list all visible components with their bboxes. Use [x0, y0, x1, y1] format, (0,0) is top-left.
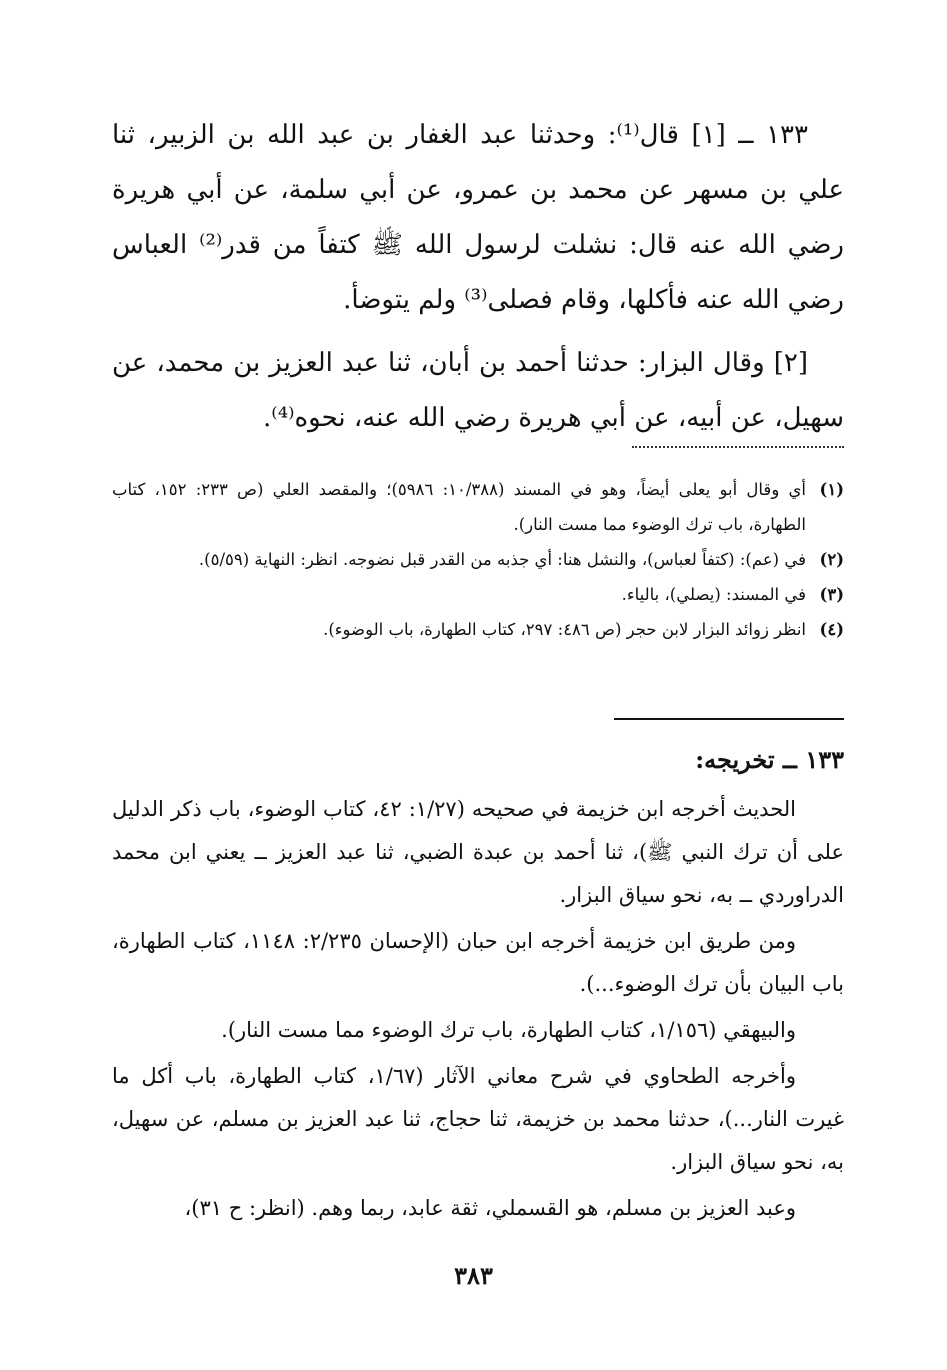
footnote-number: (٤)	[819, 620, 844, 639]
takhrij-title: ١٣٣ ــ تخريجه:	[695, 745, 844, 774]
footnote-2	[112, 542, 844, 577]
takhrij-paragraph: وأخرجه الطحاوي في شرح معاني الآثار (١/٦٧، كتاب الطهارة، باب أكل ما غيرت النار...)، حدثنا محمد بن خزيمة، ثنا حجاج، ثنا عبد العزيز بن مسلم، عن سهيل، به، نحو سياق البزار.	[112, 1064, 844, 1174]
hadith-paragraph-2: [٢] وقال البزار: حدثنا أحمد بن أبان، ثنا عبد العزيز بن محمد، عن سهيل، عن أبيه، عن أبي هريرة رضي الله عنه، نحوه⁽⁴⁾.	[112, 348, 844, 433]
footnote-text: انظر زوائد البزار لابن حجر (ص ٤٨٦: ٢٩٧، كتاب الطهارة، باب الوضوء).	[323, 620, 806, 639]
footnote-3	[112, 577, 844, 612]
section-divider	[614, 718, 844, 720]
footnote-text: أي وقال أبو يعلى أيضاً، وهو في المسند (١٠/٣٨٨: ٥٩٨٦)؛ والمقصد العلي (ص ٢٣٣: ١٥٢، كتاب الطهارة، باب ترك الوضوء مما مست النار).	[112, 480, 806, 534]
footnote-text: في (عم): (كتفاً لعباس)، والنشل هنا: أي جذبه من القدر قبل نضوجه. انظر: النهاية (٥/٥٩).	[198, 550, 806, 569]
takhrij-paragraph: والبيهقي (١/١٥٦، كتاب الطهارة، باب ترك الوضوء مما مست النار).	[221, 1018, 796, 1042]
hadith-text	[112, 108, 844, 446]
footnote-1	[112, 472, 844, 542]
footnote-number: (٣)	[819, 585, 844, 604]
takhrij-paragraph: وعبد العزيز بن مسلم، هو القسملي، ثقة عابد، ربما وهم. (انظر: ح ٣١)،	[184, 1196, 796, 1220]
takhrij-paragraph: ومن طريق ابن خزيمة أخرجه ابن حبان (الإحسان ٢/٢٣٥: ١١٤٨، كتاب الطهارة، باب البيان بأن ترك الوضوء...).	[112, 929, 844, 996]
footnote-number: (١)	[819, 480, 844, 499]
page-number: ٣٨٣	[454, 1261, 493, 1290]
footnote-separator	[632, 446, 844, 448]
footnote-4	[112, 612, 844, 647]
footnote-text: في المسند: (يصلي)، بالياء.	[621, 585, 806, 604]
hadith-paragraph-1: ١٣٣ ــ [١] قال⁽¹⁾: وحدثنا عبد الغفار بن عبد الله بن الزبير، ثنا علي بن مسهر عن محمد بن عمرو، عن أبي سلمة، عن أبي هريرة رضي الله عنه قال: نشلت لرسول الله ﷺ كتفاً من قدر⁽²⁾ العباس رضي الله عنه فأكلها، وقام فصلى⁽³⁾ ولم يتوضأ.	[112, 120, 844, 315]
footnotes	[112, 472, 844, 647]
takhrij-paragraph: الحديث أخرجه ابن خزيمة في صحيحه (١/٢٧: ٤٢، كتاب الوضوء، باب ذكر الدليل على أن ترك النبي ﷺ)، ثنا أحمد بن عبدة الضبي، ثنا عبد العزيز ــ يعني ابن محمد الدراوردي ــ به، نحو سياق البزار.	[112, 797, 844, 907]
footnote-number: (٢)	[819, 550, 844, 569]
takhrij-text	[112, 788, 844, 1230]
